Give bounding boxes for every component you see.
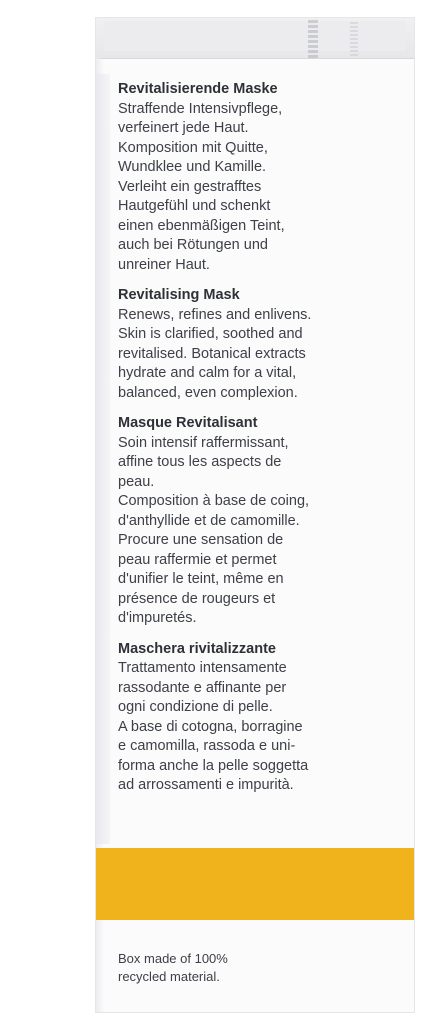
section-text-line: auch bei Rötungen und [118,237,268,253]
section-text-line: unreiner Haut. [118,256,210,273]
section-heading: Revitalising Mask [118,287,240,303]
section-text-line: peau raffermie et permet [118,551,277,568]
spine-print-mark-small [350,22,358,56]
section-text-line: Wundklee und Kamille. [118,159,267,175]
box-left-fold [96,74,110,844]
section-text-line: d'anthyllide et de camomille. [118,512,300,529]
section-text-line: Composition à base de coing, [118,493,310,509]
section-text-line: présence de rougeurs et [118,590,276,607]
section-text-line: einen ebenmäßigen Teint, [118,217,285,234]
section-text-line: Hautgefühl und schenkt [118,198,271,214]
section-text-line: forma anche la pelle soggetta [118,757,309,774]
section-text-line: ad arrossamenti e impurità. [118,777,294,793]
section-text-line: e camomilla, rassoda e uni- [118,738,296,754]
product-box-side-panel [96,18,414,1012]
recycled-material-note [118,950,398,986]
text-section [118,286,408,403]
section-heading: Revitalisierende Maske [118,81,278,97]
section-text-line: verfeinert jede Haut. [118,120,249,136]
note-text-line: Box made of 100% [118,951,228,966]
section-text-line: rassodante e affinante per [118,679,287,696]
orange-color-band [96,848,414,920]
box-top-flap [104,21,406,51]
section-text-line: peau. [118,473,155,490]
section-text-line: Renews, refines and enlivens. [118,306,312,323]
spine-print-mark [308,20,318,58]
section-heading: Masque Revitalisant [118,415,258,431]
section-text-line: Procure une sensation de [118,532,284,548]
text-section [118,414,408,629]
section-heading: Maschera rivitalizzante [118,640,276,657]
section-text-line: Trattamento intensamente [118,660,287,676]
section-text-line: A base di cotogna, borragine [118,718,303,735]
box-top-spine [96,18,414,59]
note-text-line: recycled material. [118,969,220,984]
section-text-line: Verleiht ein gestrafftes [118,178,262,195]
text-section [118,640,408,796]
section-text-line: Soin intensif raffermissant, [118,434,289,451]
section-text-line: d'impuretés. [118,610,197,626]
section-text-line: balanced, even complexion. [118,384,298,401]
section-text-line: Skin is clarified, soothed and [118,326,303,342]
text-section [118,80,408,275]
section-text-line: Komposition mit Quitte, [118,139,268,156]
section-text-line: hydrate and calm for a vital, [118,365,297,381]
section-text-line: d'unifier le teint, même en [118,571,284,587]
section-text-line: affine tous les aspects de [118,454,282,470]
description-text-block [118,80,408,807]
section-text-line: revitalised. Botanical extracts [118,345,306,362]
section-text-line: Straffende Intensivpflege, [118,100,283,117]
section-text-line: ogni condizione di pelle. [118,699,273,715]
